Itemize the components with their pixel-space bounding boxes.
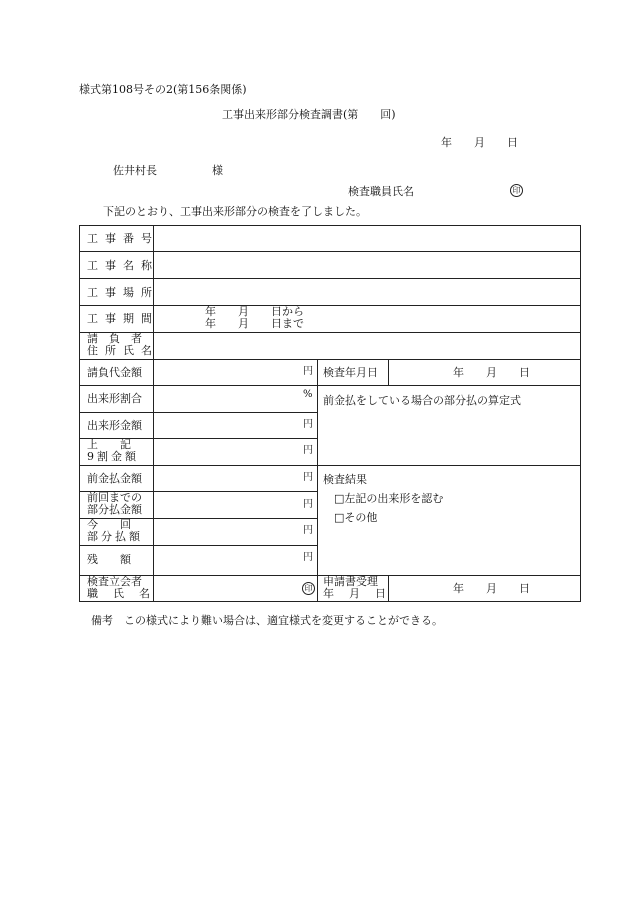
row-divider [79,305,581,306]
label-kensa-date: 検査年月日 [323,366,378,379]
label-konkai: 今 回 [87,518,131,531]
yen-unit: 円 [303,366,313,377]
form-number: 様式第108号その2(第156条関係) [79,83,247,96]
inspector-seal-icon: 印 [510,184,523,197]
yen-unit: 円 [303,499,313,510]
kensa-date-value: 年 月 日 [453,366,530,379]
label-joki: 上 記 [87,438,131,451]
label-bubun-gaku: 部分払額 [87,530,143,543]
date-column-divider [388,575,389,602]
label-koji-kikan: 工事期間 [87,312,159,325]
label-jusho-shimei: 住所氏名 [87,344,159,357]
result-label: 検査結果 [323,473,367,486]
document-date: 年 月 日 [441,136,518,149]
label-column-divider [153,225,154,602]
row-divider [79,332,581,333]
label-tachiai: 検査立会者 [87,575,142,588]
row-divider [79,359,581,360]
label-zangaku: 残 額 [87,553,131,566]
label-ukeoisha: 請 負 者 [87,332,142,345]
table-border-right [580,225,581,602]
period-to: 年 月 日まで [205,317,304,330]
label-shinsei-juri: 申請書受理 [323,575,378,588]
label-shoku-shimei: 職 氏 名 [87,587,152,600]
formula-label: 前金払をしている場合の部分払の算定式 [323,394,521,407]
table-border-bottom [79,601,581,602]
label-shukkei-wariai: 出来形割合 [87,392,142,405]
yen-unit: 円 [303,419,313,430]
inspector-name-label: 検査職員氏名 [348,185,414,198]
center-column-divider [317,359,318,602]
label-koji-meisho: 工事名称 [87,259,159,272]
witness-seal-icon: 印 [302,582,315,595]
label-maekin: 前金払金額 [87,472,142,485]
shinsei-date-value: 年 月 日 [453,582,530,595]
label-ukeoi-daikin: 請負代金額 [87,366,142,379]
document-title: 工事出来形部分検査調書(第 回) [222,108,396,121]
intro-text: 下記のとおり、工事出来形部分の検査を了しました。 [103,205,367,218]
result-option-accept: □左記の出来形を認む [334,492,444,505]
date-column-divider [388,359,389,385]
result-option-other: □その他 [334,511,378,524]
yen-unit: 円 [303,552,313,563]
table-border-top [79,225,581,226]
label-shukkei-kingaku: 出来形金額 [87,419,142,432]
yen-unit: 円 [303,445,313,456]
inspection-form-table [79,225,581,602]
label-bubun-kingaku: 部分払金額 [87,503,142,516]
label-koji-basho: 工事場所 [87,286,159,299]
addressee: 佐井村長 様 [113,164,223,177]
percent-unit: % [303,389,313,400]
yen-unit: 円 [303,525,313,536]
period-from: 年 月 日から [205,305,304,318]
row-divider [79,545,317,546]
footnote: 備考 この様式により難い場合は、適宜様式を変更することができる。 [91,614,443,627]
row-divider [79,251,581,252]
yen-unit: 円 [303,472,313,483]
label-9wari-kingaku: 9割金額 [87,450,139,463]
label-koji-bango: 工事番号 [87,232,159,245]
label-zenkai: 前回までの [87,491,142,504]
label-shinsei-date: 年 月 日 [323,587,388,600]
row-divider [79,412,317,413]
row-divider [79,385,581,386]
row-divider [79,278,581,279]
row-divider [79,465,581,466]
